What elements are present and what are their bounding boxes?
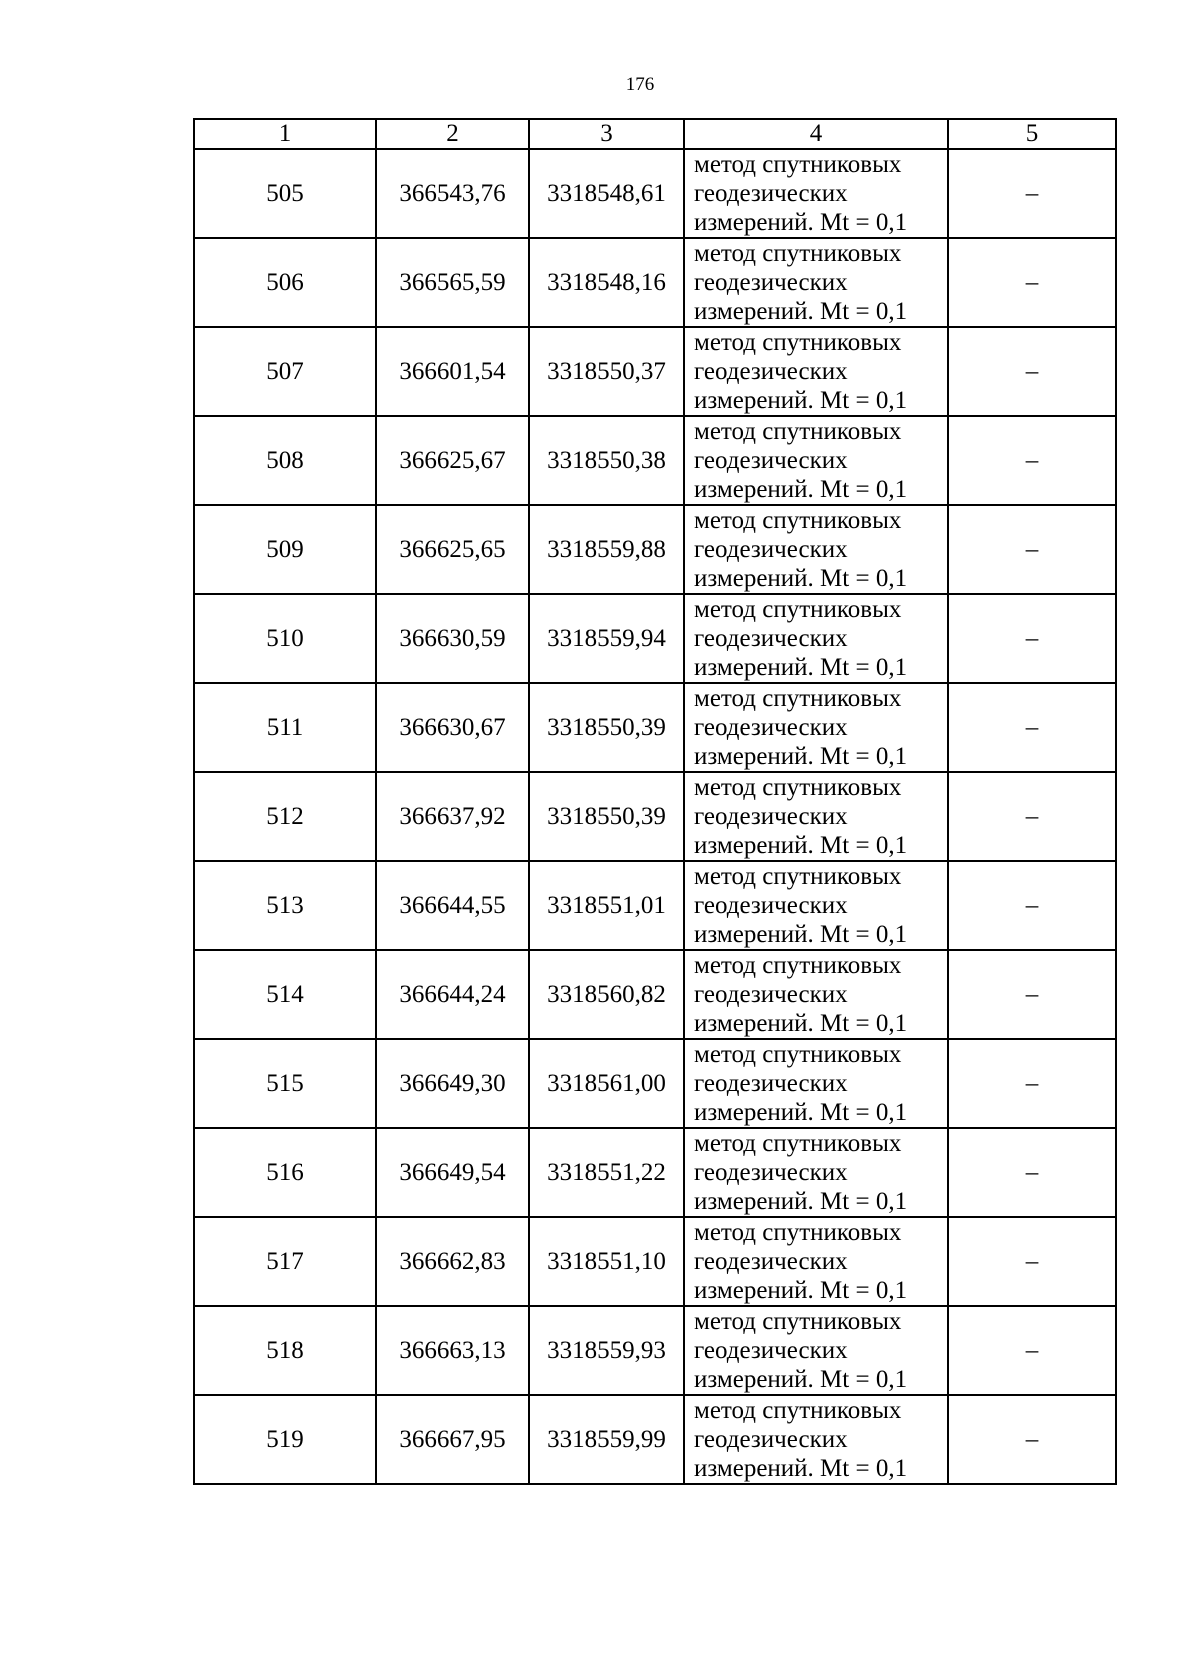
method-line: геодезических bbox=[694, 536, 848, 563]
y-coordinate-cell: 3318561,00 bbox=[529, 1039, 684, 1128]
header-col-3: 3 bbox=[529, 119, 684, 149]
method-line: геодезических bbox=[694, 1070, 848, 1097]
y-coordinate-cell: 3318551,22 bbox=[529, 1128, 684, 1217]
y-coordinate-cell: 3318551,10 bbox=[529, 1217, 684, 1306]
method-line: измерений. Mt = 0,1 bbox=[694, 832, 908, 859]
method-cell bbox=[684, 1395, 948, 1484]
table-row bbox=[194, 1306, 1116, 1395]
method-line: метод спутниковых bbox=[694, 863, 902, 890]
table-row bbox=[194, 950, 1116, 1039]
note-cell: – bbox=[948, 327, 1116, 416]
x-coordinate-cell: 366644,55 bbox=[376, 861, 529, 950]
method-line: геодезических bbox=[694, 180, 848, 207]
method-cell bbox=[684, 416, 948, 505]
note-cell: – bbox=[948, 1395, 1116, 1484]
table-row bbox=[194, 149, 1116, 238]
x-coordinate-cell: 366630,67 bbox=[376, 683, 529, 772]
point-number-cell: 518 bbox=[194, 1306, 376, 1395]
point-number-cell: 510 bbox=[194, 594, 376, 683]
method-cell bbox=[684, 149, 948, 238]
table-row bbox=[194, 594, 1116, 683]
method-line: измерений. Mt = 0,1 bbox=[694, 565, 908, 592]
table-row bbox=[194, 772, 1116, 861]
y-coordinate-cell: 3318559,94 bbox=[529, 594, 684, 683]
method-line: измерений. Mt = 0,1 bbox=[694, 1099, 908, 1126]
note-cell: – bbox=[948, 1217, 1116, 1306]
method-cell bbox=[684, 683, 948, 772]
header-col-5: 5 bbox=[948, 119, 1116, 149]
note-cell: – bbox=[948, 149, 1116, 238]
method-cell bbox=[684, 1128, 948, 1217]
method-line: метод спутниковых bbox=[694, 774, 902, 801]
table-row bbox=[194, 238, 1116, 327]
x-coordinate-cell: 366649,54 bbox=[376, 1128, 529, 1217]
method-line: метод спутниковых bbox=[694, 418, 902, 445]
table-row bbox=[194, 505, 1116, 594]
method-line: геодезических bbox=[694, 1248, 848, 1275]
method-cell bbox=[684, 1217, 948, 1306]
x-coordinate-cell: 366601,54 bbox=[376, 327, 529, 416]
method-line: геодезических bbox=[694, 358, 848, 385]
table-row bbox=[194, 416, 1116, 505]
method-line: измерений. Mt = 0,1 bbox=[694, 476, 908, 503]
note-cell: – bbox=[948, 1306, 1116, 1395]
method-line: метод спутниковых bbox=[694, 240, 902, 267]
method-line: метод спутниковых bbox=[694, 1397, 902, 1424]
method-cell bbox=[684, 772, 948, 861]
method-line: геодезических bbox=[694, 1159, 848, 1186]
note-cell: – bbox=[948, 1128, 1116, 1217]
x-coordinate-cell: 366662,83 bbox=[376, 1217, 529, 1306]
note-cell: – bbox=[948, 505, 1116, 594]
x-coordinate-cell: 366630,59 bbox=[376, 594, 529, 683]
point-number-cell: 506 bbox=[194, 238, 376, 327]
table-body bbox=[194, 149, 1116, 1484]
method-cell bbox=[684, 238, 948, 327]
table-row bbox=[194, 1395, 1116, 1484]
method-cell bbox=[684, 950, 948, 1039]
x-coordinate-cell: 366644,24 bbox=[376, 950, 529, 1039]
y-coordinate-cell: 3318548,16 bbox=[529, 238, 684, 327]
method-line: геодезических bbox=[694, 1426, 848, 1453]
point-number-cell: 511 bbox=[194, 683, 376, 772]
note-cell: – bbox=[948, 238, 1116, 327]
header-col-2: 2 bbox=[376, 119, 529, 149]
y-coordinate-cell: 3318551,01 bbox=[529, 861, 684, 950]
point-number-cell: 508 bbox=[194, 416, 376, 505]
y-coordinate-cell: 3318550,39 bbox=[529, 772, 684, 861]
note-cell: – bbox=[948, 594, 1116, 683]
method-cell bbox=[684, 1039, 948, 1128]
y-coordinate-cell: 3318559,88 bbox=[529, 505, 684, 594]
note-cell: – bbox=[948, 772, 1116, 861]
point-number-cell: 512 bbox=[194, 772, 376, 861]
method-line: метод спутниковых bbox=[694, 1219, 902, 1246]
note-cell: – bbox=[948, 861, 1116, 950]
method-line: метод спутниковых bbox=[694, 596, 902, 623]
method-cell bbox=[684, 505, 948, 594]
y-coordinate-cell: 3318559,99 bbox=[529, 1395, 684, 1484]
table-row bbox=[194, 327, 1116, 416]
y-coordinate-cell: 3318550,38 bbox=[529, 416, 684, 505]
method-line: геодезических bbox=[694, 714, 848, 741]
note-cell: – bbox=[948, 1039, 1116, 1128]
point-number-cell: 513 bbox=[194, 861, 376, 950]
point-number-cell: 515 bbox=[194, 1039, 376, 1128]
method-cell bbox=[684, 594, 948, 683]
point-number-cell: 517 bbox=[194, 1217, 376, 1306]
coordinates-table bbox=[193, 118, 1117, 1485]
method-line: измерений. Mt = 0,1 bbox=[694, 1366, 908, 1393]
method-line: геодезических bbox=[694, 625, 848, 652]
x-coordinate-cell: 366649,30 bbox=[376, 1039, 529, 1128]
method-cell bbox=[684, 327, 948, 416]
y-coordinate-cell: 3318560,82 bbox=[529, 950, 684, 1039]
x-coordinate-cell: 366565,59 bbox=[376, 238, 529, 327]
point-number-cell: 514 bbox=[194, 950, 376, 1039]
y-coordinate-cell: 3318548,61 bbox=[529, 149, 684, 238]
x-coordinate-cell: 366625,67 bbox=[376, 416, 529, 505]
method-line: метод спутниковых bbox=[694, 329, 902, 356]
table-header bbox=[194, 119, 1116, 149]
method-line: метод спутниковых bbox=[694, 952, 902, 979]
method-line: геодезических bbox=[694, 269, 848, 296]
y-coordinate-cell: 3318559,93 bbox=[529, 1306, 684, 1395]
y-coordinate-cell: 3318550,37 bbox=[529, 327, 684, 416]
x-coordinate-cell: 366637,92 bbox=[376, 772, 529, 861]
table-row bbox=[194, 1039, 1116, 1128]
table-row bbox=[194, 1128, 1116, 1217]
method-line: метод спутниковых bbox=[694, 151, 902, 178]
header-col-4: 4 bbox=[684, 119, 948, 149]
table-row bbox=[194, 861, 1116, 950]
page-number: 176 bbox=[625, 74, 655, 95]
table-row bbox=[194, 1217, 1116, 1306]
method-line: измерений. Mt = 0,1 bbox=[694, 1277, 908, 1304]
header-col-1: 1 bbox=[194, 119, 376, 149]
point-number-cell: 516 bbox=[194, 1128, 376, 1217]
point-number-cell: 505 bbox=[194, 149, 376, 238]
x-coordinate-cell: 366625,65 bbox=[376, 505, 529, 594]
point-number-cell: 509 bbox=[194, 505, 376, 594]
method-line: измерений. Mt = 0,1 bbox=[694, 387, 908, 414]
method-line: метод спутниковых bbox=[694, 507, 902, 534]
method-line: измерений. Mt = 0,1 bbox=[694, 209, 908, 236]
method-line: метод спутниковых bbox=[694, 1041, 902, 1068]
method-line: измерений. Mt = 0,1 bbox=[694, 654, 908, 681]
method-line: геодезических bbox=[694, 892, 848, 919]
point-number-cell: 507 bbox=[194, 327, 376, 416]
method-line: измерений. Mt = 0,1 bbox=[694, 1188, 908, 1215]
method-line: метод спутниковых bbox=[694, 685, 902, 712]
method-line: геодезических bbox=[694, 981, 848, 1008]
method-cell bbox=[684, 861, 948, 950]
method-line: измерений. Mt = 0,1 bbox=[694, 921, 908, 948]
method-line: измерений. Mt = 0,1 bbox=[694, 743, 908, 770]
note-cell: – bbox=[948, 950, 1116, 1039]
method-cell bbox=[684, 1306, 948, 1395]
x-coordinate-cell: 366543,76 bbox=[376, 149, 529, 238]
method-line: геодезических bbox=[694, 803, 848, 830]
method-line: измерений. Mt = 0,1 bbox=[694, 1455, 908, 1482]
method-line: измерений. Mt = 0,1 bbox=[694, 298, 908, 325]
table-row bbox=[194, 683, 1116, 772]
method-line: геодезических bbox=[694, 447, 848, 474]
method-line: метод спутниковых bbox=[694, 1130, 902, 1157]
y-coordinate-cell: 3318550,39 bbox=[529, 683, 684, 772]
header-row bbox=[194, 119, 1116, 149]
note-cell: – bbox=[948, 683, 1116, 772]
note-cell: – bbox=[948, 416, 1116, 505]
method-line: измерений. Mt = 0,1 bbox=[694, 1010, 908, 1037]
point-number-cell: 519 bbox=[194, 1395, 376, 1484]
method-line: геодезических bbox=[694, 1337, 848, 1364]
x-coordinate-cell: 366667,95 bbox=[376, 1395, 529, 1484]
method-line: метод спутниковых bbox=[694, 1308, 902, 1335]
x-coordinate-cell: 366663,13 bbox=[376, 1306, 529, 1395]
